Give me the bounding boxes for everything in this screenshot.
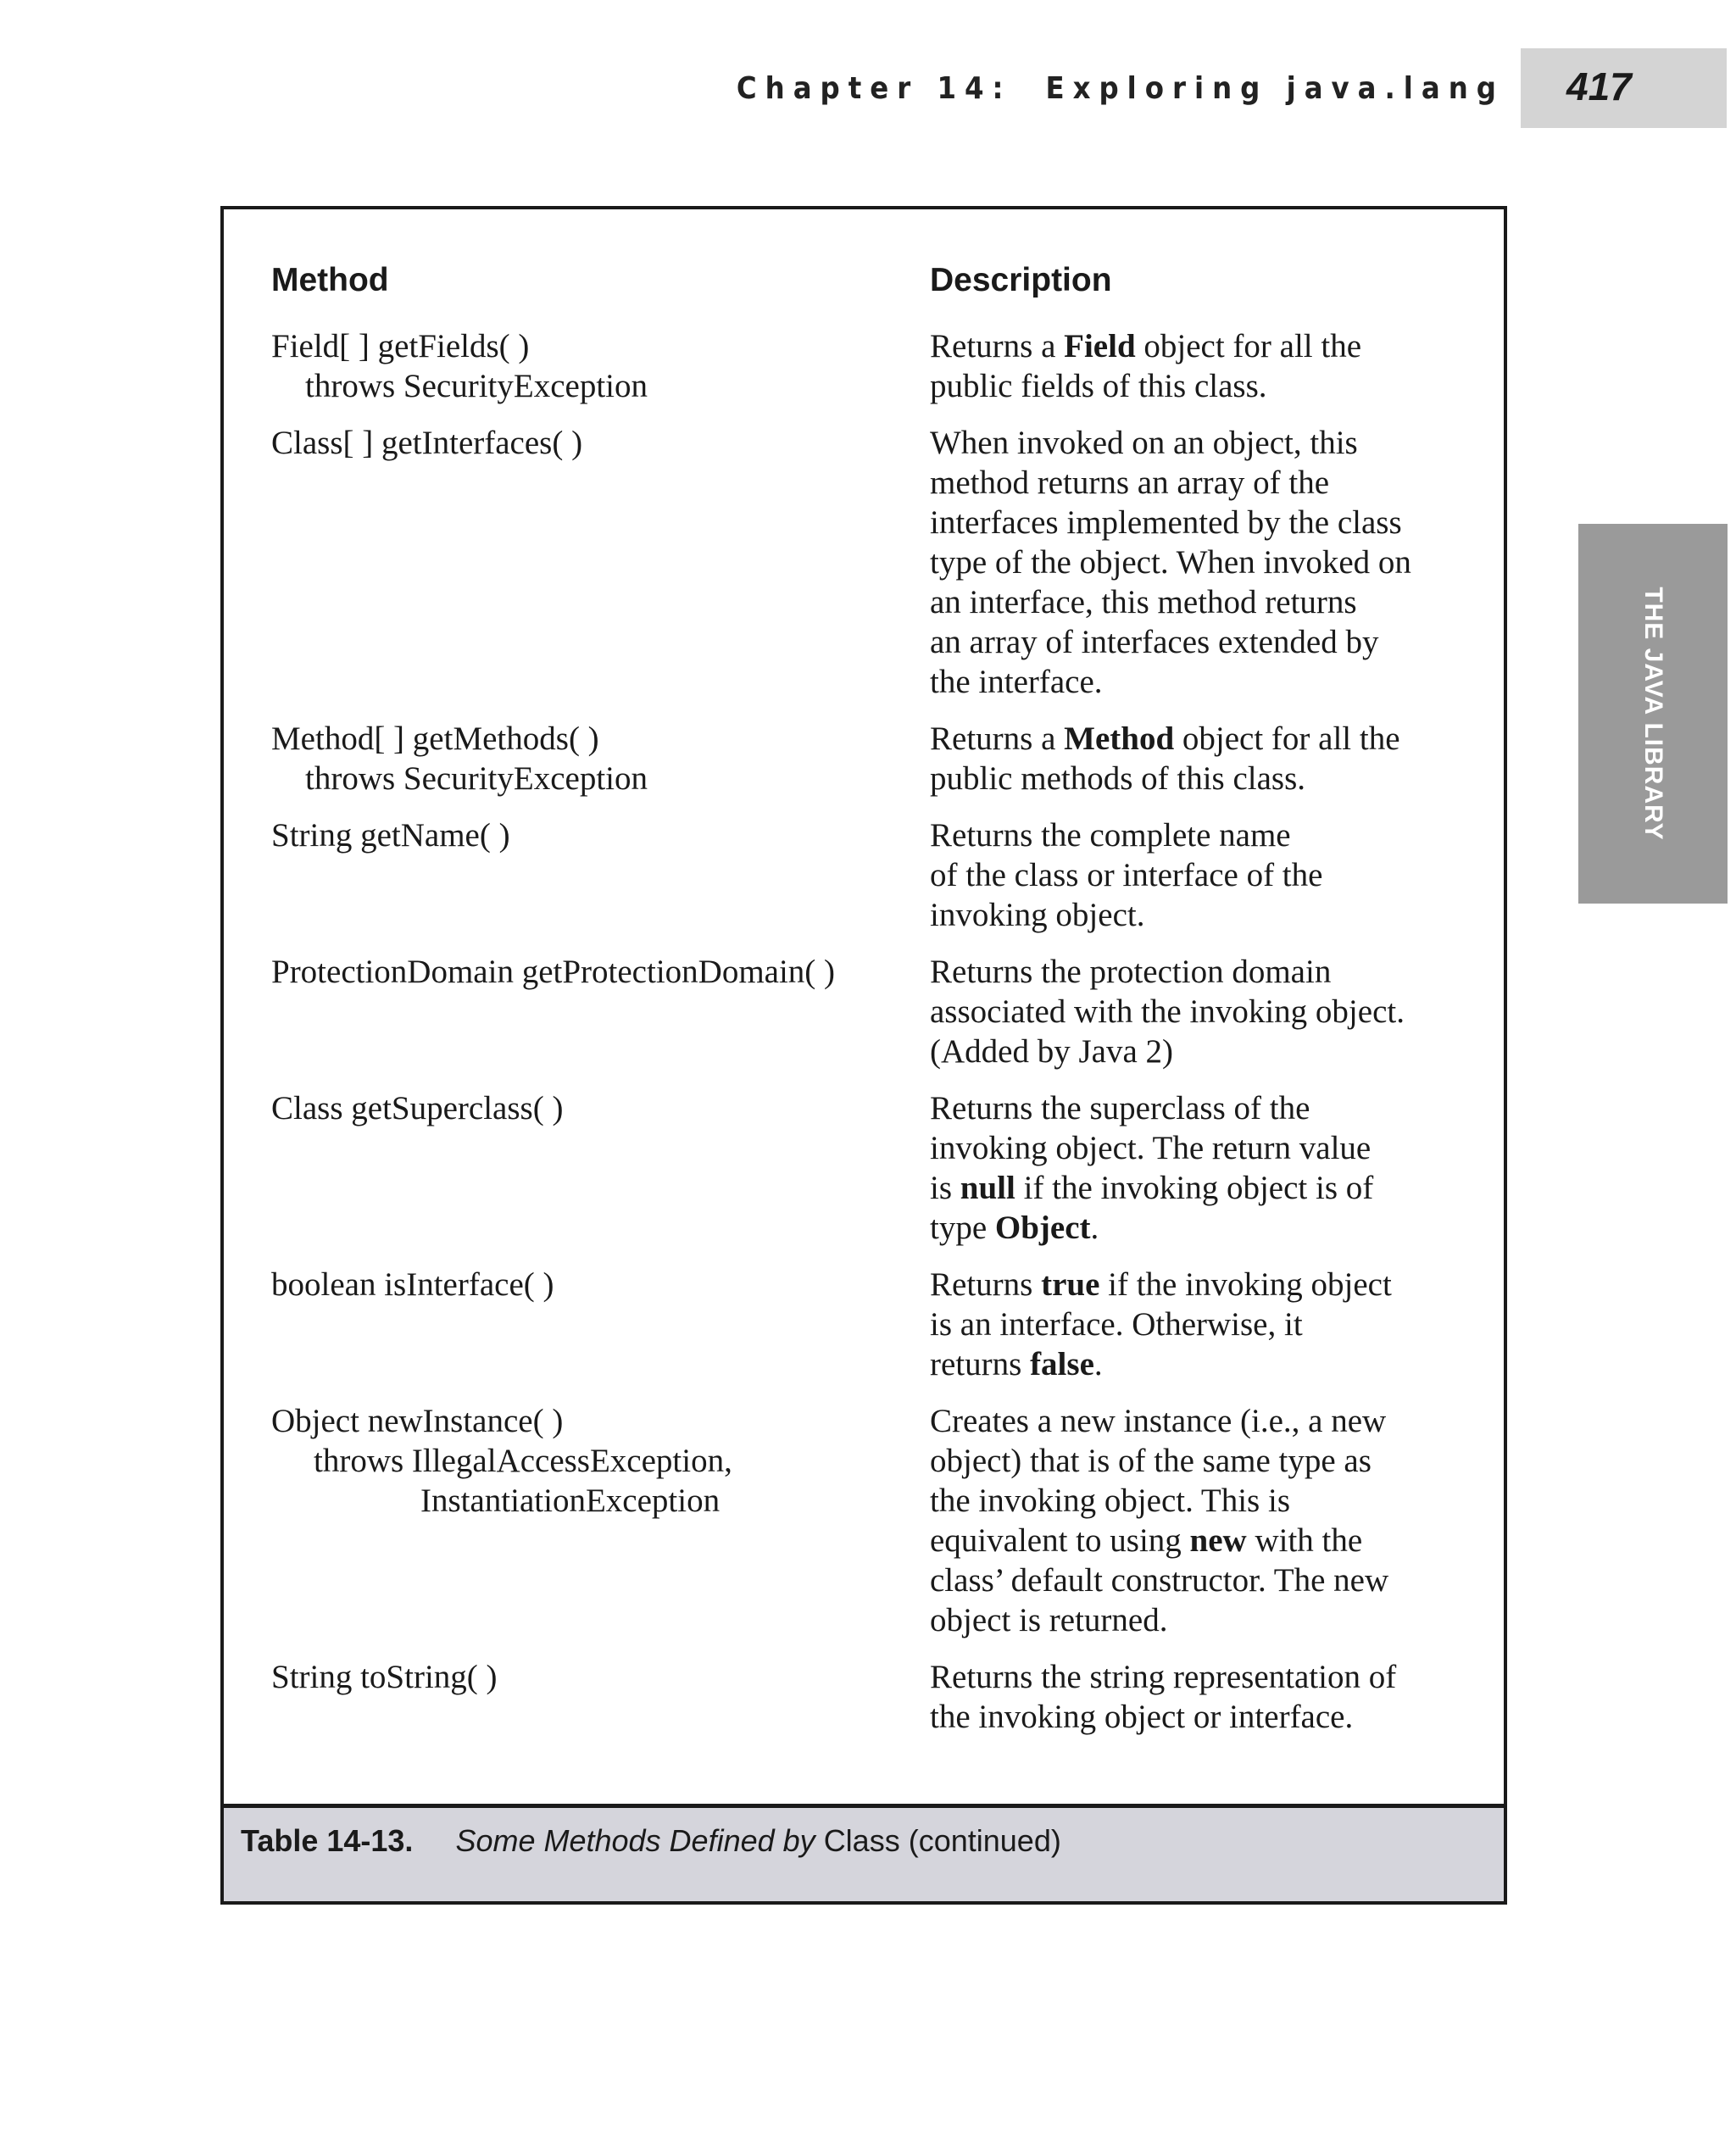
description-cell xyxy=(930,719,1472,798)
method-signature: ProtectionDomain getProtectionDomain( ) xyxy=(271,954,836,990)
description-cell xyxy=(930,326,1472,406)
method-cell xyxy=(224,815,930,935)
description-text: Returns the superclass of the xyxy=(930,1090,1310,1126)
description-text: (Added by Java 2) xyxy=(930,1033,1173,1070)
description-text: type xyxy=(930,1210,995,1246)
description-cell xyxy=(930,1657,1472,1737)
method-signature: Object newInstance( ) xyxy=(271,1403,564,1439)
column-heading-method: Method xyxy=(271,262,389,298)
description-keyword: Method xyxy=(1064,720,1175,757)
table-row xyxy=(224,952,1504,1071)
description-text: When invoked on an object, this xyxy=(930,425,1358,461)
description-text: with the xyxy=(1246,1522,1363,1559)
table-body xyxy=(224,326,1504,1754)
description-text: associated with the invoking object. xyxy=(930,993,1405,1030)
chapter-title: Exploring java.lang xyxy=(1045,71,1505,106)
method-cell xyxy=(224,1265,930,1384)
description-keyword: new xyxy=(1189,1522,1247,1559)
table-row xyxy=(224,1088,1504,1248)
method-throws: throws SecurityException xyxy=(305,368,648,404)
description-text: the invoking object or interface. xyxy=(930,1699,1354,1735)
description-keyword: false xyxy=(1030,1346,1094,1382)
description-text: an interface, this method returns xyxy=(930,584,1357,620)
description-text: type of the object. When invoked on xyxy=(930,544,1411,581)
description-text: public methods of this class. xyxy=(930,760,1306,797)
caption-class-name: Class xyxy=(823,1823,900,1858)
description-text: Returns the complete name xyxy=(930,817,1291,854)
table-caption-bar xyxy=(224,1804,1504,1901)
method-throws: throws SecurityException xyxy=(305,760,648,797)
method-signature: boolean isInterface( ) xyxy=(271,1266,554,1303)
table-row xyxy=(224,815,1504,935)
method-signature: String getName( ) xyxy=(271,817,510,854)
description-text: class’ default constructor. The new xyxy=(930,1562,1389,1599)
page-number-box xyxy=(1521,48,1727,128)
caption-italic-text: Some Methods Defined by xyxy=(455,1823,815,1858)
description-text: Returns the string representation of xyxy=(930,1659,1397,1695)
description-text: object is returned. xyxy=(930,1602,1168,1638)
description-text: object for all the xyxy=(1135,328,1362,364)
description-text: method returns an array of the xyxy=(930,464,1330,501)
method-cell xyxy=(224,1657,930,1737)
method-cell xyxy=(224,326,930,406)
description-text: object for all the xyxy=(1174,720,1400,757)
description-text: if the invoking object is of xyxy=(1015,1170,1374,1206)
description-cell xyxy=(930,423,1472,702)
method-signature: Class getSuperclass( ) xyxy=(271,1090,564,1126)
section-tab-label: THE JAVA LIBRARY xyxy=(1639,587,1667,841)
methods-table xyxy=(220,206,1507,1905)
description-text: public fields of this class. xyxy=(930,368,1267,404)
table-row xyxy=(224,326,1504,406)
description-text: invoking object. xyxy=(930,897,1145,933)
chapter-label: Chapter 14: xyxy=(736,71,1012,106)
column-heading-description: Description xyxy=(930,262,1112,298)
description-text: is an interface. Otherwise, it xyxy=(930,1306,1303,1343)
description-text: interfaces implemented by the class xyxy=(930,504,1402,541)
method-cell xyxy=(224,952,930,1071)
table-caption xyxy=(241,1823,1061,1859)
description-text: of the class or interface of the xyxy=(930,857,1323,893)
method-throws: throws IllegalAccessException, xyxy=(314,1443,732,1479)
method-cell xyxy=(224,719,930,798)
table-row xyxy=(224,719,1504,798)
description-text: Returns a xyxy=(930,720,1065,757)
method-signature: Class[ ] getInterfaces( ) xyxy=(271,425,583,461)
description-text: Returns a xyxy=(930,328,1065,364)
method-cell xyxy=(224,423,930,702)
description-text: the invoking object. This is xyxy=(930,1482,1291,1519)
description-text: object) that is of the same type as xyxy=(930,1443,1372,1479)
description-text: Returns xyxy=(930,1266,1042,1303)
description-text: . xyxy=(1093,1346,1103,1382)
description-text: an array of interfaces extended by xyxy=(930,624,1379,660)
table-row xyxy=(224,1657,1504,1737)
description-cell xyxy=(930,815,1472,935)
description-text: Returns the protection domain xyxy=(930,954,1332,990)
method-cell xyxy=(224,1401,930,1640)
description-keyword: Object xyxy=(994,1210,1091,1246)
table-row xyxy=(224,423,1504,702)
section-thumb-tab xyxy=(1578,524,1728,904)
description-cell xyxy=(930,1088,1472,1248)
description-text: invoking object. The return value xyxy=(930,1130,1372,1166)
description-text: equivalent to using xyxy=(930,1522,1190,1559)
running-header xyxy=(0,71,1505,106)
description-cell xyxy=(930,1265,1472,1384)
description-text: if the invoking object xyxy=(1099,1266,1392,1303)
description-keyword: Field xyxy=(1064,328,1136,364)
table-row xyxy=(224,1401,1504,1640)
description-text: Creates a new instance (i.e., a new xyxy=(930,1403,1387,1439)
description-keyword: null xyxy=(960,1170,1015,1206)
page-number: 417 xyxy=(1566,64,1632,108)
caption-label: Table 14-13. xyxy=(241,1823,414,1858)
description-keyword: true xyxy=(1041,1266,1100,1303)
method-signature: Field[ ] getFields( ) xyxy=(271,328,530,364)
method-throws: InstantiationException xyxy=(420,1482,721,1519)
method-signature: Method[ ] getMethods( ) xyxy=(271,720,599,757)
description-text: is xyxy=(930,1170,960,1206)
method-signature: String toString( ) xyxy=(271,1659,498,1695)
caption-suffix: (continued) xyxy=(908,1823,1061,1858)
description-cell xyxy=(930,952,1472,1071)
description-text: returns xyxy=(930,1346,1031,1382)
description-text: the interface. xyxy=(930,664,1103,700)
description-text: . xyxy=(1090,1210,1099,1246)
method-cell xyxy=(224,1088,930,1248)
description-cell xyxy=(930,1401,1472,1640)
table-row xyxy=(224,1265,1504,1384)
